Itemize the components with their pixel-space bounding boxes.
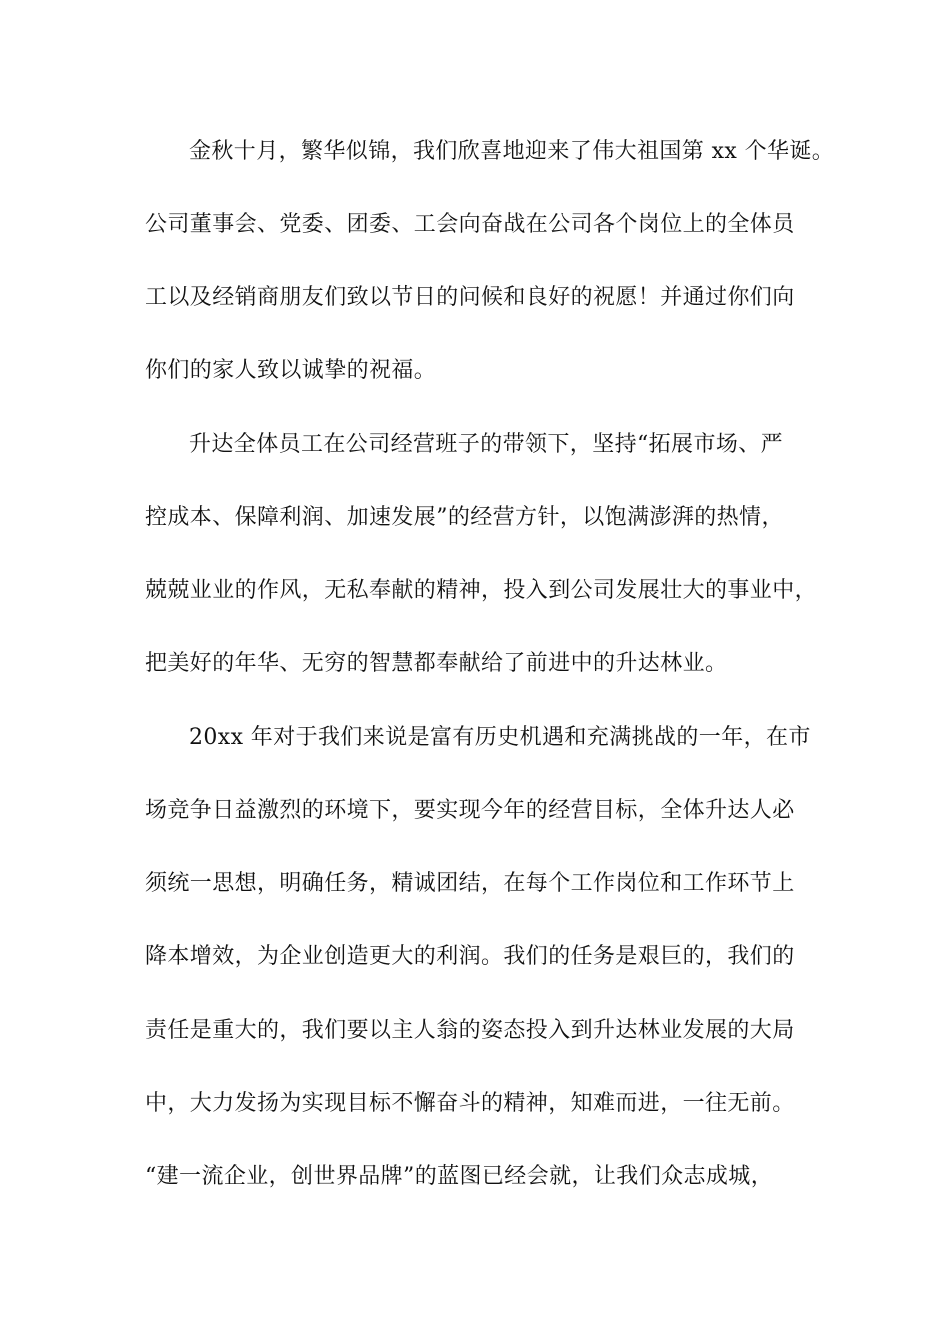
paragraph-3-line-3: 须统一思想，明确任务，精诚团结，在每个工作岗位和工作环节上 <box>145 871 795 896</box>
paragraph-1-line-3: 工以及经销商朋友们致以节日的问候和良好的祝愿！并通过你们向 <box>145 285 795 310</box>
paragraph-3-line-5: 责任是重大的，我们要以主人翁的姿态投入到升达林业发展的大局 <box>145 1018 795 1043</box>
paragraph-2-line-4: 把美好的年华、无穷的智慧都奉献给了前进中的升达林业。 <box>145 651 728 676</box>
paragraph-1-line-2: 公司董事会、党委、团委、工会向奋战在公司各个岗位上的全体员 <box>145 212 795 237</box>
paragraph-3-line-4: 降本增效，为企业创造更大的利润。我们的任务是艰巨的，我们的 <box>145 944 795 969</box>
paragraph-2-line-3: 兢兢业业的作风，无私奉献的精神，投入到公司发展壮大的事业中， <box>145 578 818 603</box>
paragraph-3-line-7: “建一流企业，创世界品牌”的蓝图已经会就，让我们众志成城， <box>145 1164 774 1189</box>
paragraph-3-line-6: 中，大力发扬为实现目标不懈奋斗的精神，知难而进，一往无前。 <box>145 1091 795 1116</box>
paragraph-2-line-2: 控成本、保障利润、加速发展”的经营方针，以饱满澎湃的热情， <box>145 505 784 530</box>
paragraph-1-line-4: 你们的家人致以诚挚的祝福。 <box>145 358 437 383</box>
paragraph-1-line-1: 金秋十月，繁华似锦，我们欣喜地迎来了伟大祖国第 xx 个华诞。 <box>189 139 835 164</box>
paragraph-3-line-1: 20xx 年对于我们来说是富有历史机遇和充满挑战的一年，在市 <box>189 725 811 750</box>
paragraph-3-line-2: 场竞争日益激烈的环境下，要实现今年的经营目标，全体升达人必 <box>145 798 795 823</box>
paragraph-2-line-1: 升达全体员工在公司经营班子的带领下，坚持“拓展市场、严 <box>189 432 784 457</box>
